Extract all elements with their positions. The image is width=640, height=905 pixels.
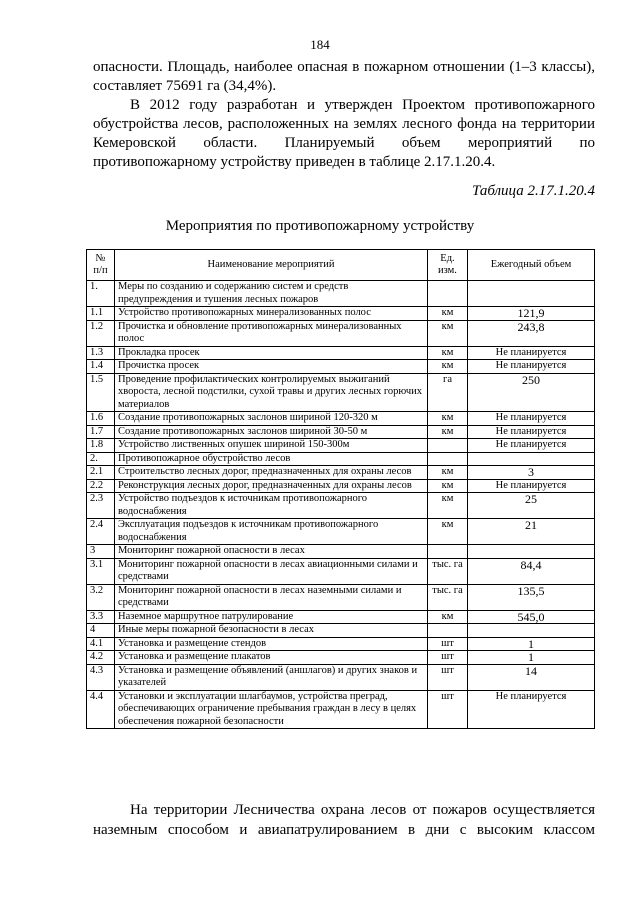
row-name: Меры по созданию и содержанию систем и средств предупреждения и тушения лесных пожаров xyxy=(115,281,428,307)
page-number: 184 xyxy=(310,37,330,52)
table-row xyxy=(87,346,595,360)
row-name: Прочистка просек xyxy=(115,360,428,374)
row-volume: 84,4 xyxy=(468,558,595,584)
row-volume: Не планируется xyxy=(468,439,595,453)
table-row xyxy=(87,558,595,584)
row-name: Устройство лиственных опушек шириной 150-300м xyxy=(115,439,428,453)
row-number: 4.1 xyxy=(87,637,115,651)
row-number: 2.2 xyxy=(87,479,115,493)
intro-text xyxy=(93,58,595,172)
table-row xyxy=(87,519,595,545)
table-row xyxy=(87,624,595,638)
table-row xyxy=(87,452,595,466)
row-unit xyxy=(428,452,468,466)
row-name: Наземное маршрутное патрулирование xyxy=(115,610,428,624)
row-unit: км xyxy=(428,307,468,321)
row-unit: шт xyxy=(428,637,468,651)
row-volume: 243,8 xyxy=(468,320,595,346)
row-name: Мониторинг пожарной опасности в лесах xyxy=(115,545,428,559)
table-row xyxy=(87,584,595,610)
row-unit: км xyxy=(428,425,468,439)
row-name: Установка и размещение стендов xyxy=(115,637,428,651)
table-row xyxy=(87,360,595,374)
intro-paragraph-1: опасности. Площадь, наиболее опасная в пожарном отношении (1–3 классы), составляет 75691 га (34,4%). xyxy=(93,59,595,94)
table-row xyxy=(87,664,595,690)
header-unit: Ед. изм. xyxy=(428,250,468,281)
row-number: 2.4 xyxy=(87,519,115,545)
row-unit: тыс. га xyxy=(428,584,468,610)
row-name: Прокладка просек xyxy=(115,346,428,360)
header-number: № п/п xyxy=(87,250,115,281)
row-number: 3.1 xyxy=(87,558,115,584)
row-number: 2.1 xyxy=(87,466,115,480)
row-unit xyxy=(428,281,468,307)
row-volume: Не планируется xyxy=(468,425,595,439)
row-number: 4 xyxy=(87,624,115,638)
row-volume xyxy=(468,624,595,638)
table-row xyxy=(87,690,595,729)
table-row xyxy=(87,307,595,321)
row-volume: 25 xyxy=(468,493,595,519)
table-row xyxy=(87,281,595,307)
row-volume: 250 xyxy=(468,373,595,412)
row-unit xyxy=(428,545,468,559)
row-name: Устройство подъездов к источникам противопожарного водоснабжения xyxy=(115,493,428,519)
row-number: 4.4 xyxy=(87,690,115,729)
table-header-row xyxy=(87,250,595,281)
row-number: 1.3 xyxy=(87,346,115,360)
table-row xyxy=(87,545,595,559)
table-row xyxy=(87,493,595,519)
row-number: 4.3 xyxy=(87,664,115,690)
row-unit xyxy=(428,439,468,453)
row-volume: 545,0 xyxy=(468,610,595,624)
row-name: Установка и размещение плакатов xyxy=(115,651,428,665)
row-name: Противопожарное обустройство лесов xyxy=(115,452,428,466)
row-volume: Не планируется xyxy=(468,360,595,374)
row-volume: Не планируется xyxy=(468,346,595,360)
row-number: 1.1 xyxy=(87,307,115,321)
row-number: 4.2 xyxy=(87,651,115,665)
row-volume xyxy=(468,545,595,559)
table-row xyxy=(87,439,595,453)
header-name: Наименование мероприятий xyxy=(115,250,428,281)
measures-table xyxy=(86,249,595,729)
row-unit: км xyxy=(428,479,468,493)
row-unit: км xyxy=(428,610,468,624)
row-number: 1.6 xyxy=(87,412,115,426)
row-name: Проведение профилактических контролируемых выжиганий хвороста, лесной подстилки, сухой травы и других лесных горючих материалов xyxy=(115,373,428,412)
row-name: Реконструкция лесных дорог, предназначенных для охраны лесов xyxy=(115,479,428,493)
table-row xyxy=(87,412,595,426)
row-unit: шт xyxy=(428,651,468,665)
row-volume: 1 xyxy=(468,651,595,665)
row-volume: 135,5 xyxy=(468,584,595,610)
row-number: 1.7 xyxy=(87,425,115,439)
row-name: Эксплуатация подъездов к источникам противопожарного водоснабжения xyxy=(115,519,428,545)
row-unit: км xyxy=(428,412,468,426)
row-number: 1.5 xyxy=(87,373,115,412)
row-unit: тыс. га xyxy=(428,558,468,584)
header-volume: Ежегодный объем xyxy=(468,250,595,281)
table-row xyxy=(87,320,595,346)
row-unit: км xyxy=(428,360,468,374)
row-volume: Не планируется xyxy=(468,690,595,729)
table-row xyxy=(87,425,595,439)
row-unit: км xyxy=(428,346,468,360)
row-unit xyxy=(428,624,468,638)
table-row xyxy=(87,637,595,651)
row-name: Создание противопожарных заслонов шириной 30-50 м xyxy=(115,425,428,439)
table-body xyxy=(87,281,595,729)
row-number: 2. xyxy=(87,452,115,466)
row-volume: 14 xyxy=(468,664,595,690)
row-unit: шт xyxy=(428,690,468,729)
row-number: 1. xyxy=(87,281,115,307)
row-name: Мониторинг пожарной опасности в лесах наземными силами и средствами xyxy=(115,584,428,610)
row-volume: 21 xyxy=(468,519,595,545)
row-number: 2.3 xyxy=(87,493,115,519)
row-number: 3.3 xyxy=(87,610,115,624)
row-name: Устройство противопожарных минерализованных полос xyxy=(115,307,428,321)
row-volume: 121,9 xyxy=(468,307,595,321)
row-name: Установка и размещение объявлений (аншлагов) и других знаков и указателей xyxy=(115,664,428,690)
row-unit: км xyxy=(428,466,468,480)
row-name: Иные меры пожарной безопасности в лесах xyxy=(115,624,428,638)
row-volume xyxy=(468,281,595,307)
table-row xyxy=(87,610,595,624)
table-row xyxy=(87,466,595,480)
outro-text xyxy=(93,800,595,840)
row-volume: 3 xyxy=(468,466,595,480)
row-name: Установки и эксплуатации шлагбаумов, устройства преград, обеспечивающих ограничение пребывания граждан в лесу в целях обеспечения пожарной безопасности xyxy=(115,690,428,729)
row-number: 1.8 xyxy=(87,439,115,453)
row-unit: км xyxy=(428,320,468,346)
row-name: Прочистка и обновление противопожарных минерализованных полос xyxy=(115,320,428,346)
table-row xyxy=(87,651,595,665)
row-volume: Не планируется xyxy=(468,479,595,493)
row-unit: км xyxy=(428,519,468,545)
row-name: Создание противопожарных заслонов шириной 120-320 м xyxy=(115,412,428,426)
table-caption: Таблица 2.17.1.20.4 xyxy=(472,183,595,199)
row-name: Мониторинг пожарной опасности в лесах авиационными силами и средствами xyxy=(115,558,428,584)
table-row xyxy=(87,479,595,493)
row-unit: км xyxy=(428,493,468,519)
row-number: 3.2 xyxy=(87,584,115,610)
outro-paragraph: На территории Лесничества охрана лесов от пожаров осуществляется наземным способом и авиапатрулированием в дни с высоким классом xyxy=(93,802,595,838)
row-number: 1.2 xyxy=(87,320,115,346)
table-title: Мероприятия по противопожарному устройству xyxy=(165,218,475,234)
row-name: Строительство лесных дорог, предназначенных для охраны лесов xyxy=(115,466,428,480)
row-unit: шт xyxy=(428,664,468,690)
row-number: 3 xyxy=(87,545,115,559)
row-unit: га xyxy=(428,373,468,412)
row-volume: 1 xyxy=(468,637,595,651)
row-volume xyxy=(468,452,595,466)
row-number: 1.4 xyxy=(87,360,115,374)
row-volume: Не планируется xyxy=(468,412,595,426)
intro-paragraph-2: В 2012 году разработан и утвержден Проектом противопожарного обустройства лесов, расположенных на землях лесного фонда на территории Кемеровской области. Планируемый объем мероприятий по противопожарному устройству приведен в таблице 2.17.1.20.4. xyxy=(93,97,595,170)
table-row xyxy=(87,373,595,412)
